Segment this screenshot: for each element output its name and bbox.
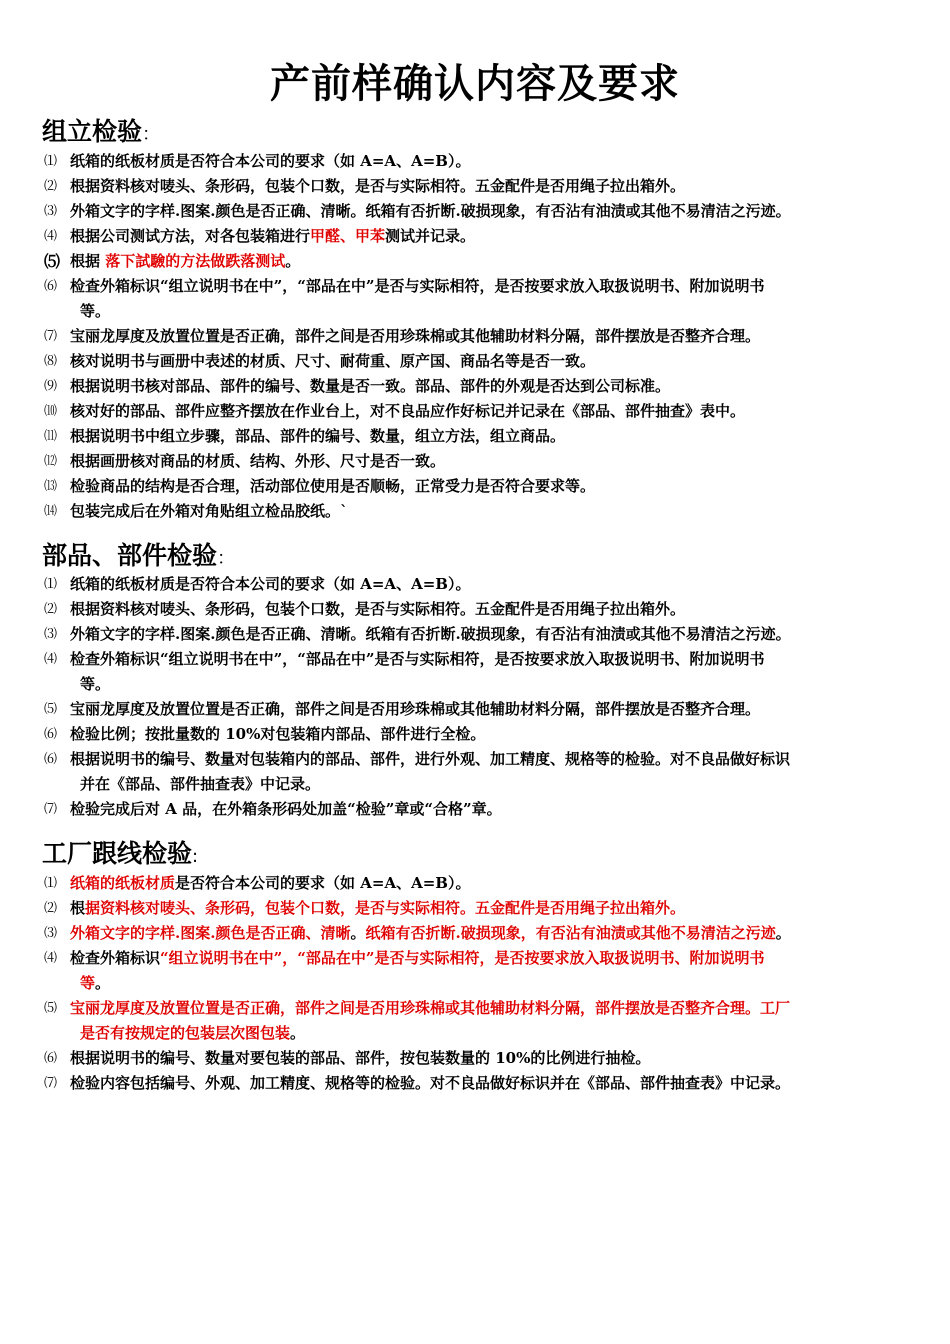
item-text: [70, 177, 685, 195]
text-segment: 检查外箱标识: [70, 949, 161, 967]
section-heading-assembly-inspection: [42, 112, 160, 148]
checklist-item: [44, 921, 924, 946]
text-segment: 检验比例；按批量数的 10%对包装箱内部品、部件进行全检。: [70, 725, 486, 743]
text-segment: 外箱文字的字样.图案.颜色是否正确、清晰。纸箱有否折断.破损现象，有否沾有油渍或其他不易清洁之污迹。: [70, 202, 791, 220]
item-text: [70, 427, 565, 445]
item-number: ⑹: [44, 727, 58, 742]
item-number: ⑸: [44, 702, 58, 717]
checklist-item: [44, 697, 924, 722]
item-text: [70, 999, 790, 1017]
highlighted-text: 宝丽龙厚度及放置位置是否正确，部件之间是否用珍珠棉或其他辅助材料分隔，部件摆放是否整齐合理。工厂: [70, 999, 791, 1017]
item-text: [70, 1049, 650, 1067]
text-segment: 并在《部品、部件抽查表》中记录。: [80, 775, 321, 793]
checklist-factory-line-inspection: [44, 871, 924, 1096]
text-segment: 。: [285, 252, 301, 270]
text-segment: 检查外箱标识“组立说明书在中”，“部品在中”是否与实际相符，是否按要求放入取扱说明书、附加说明书: [70, 650, 765, 668]
item-number: ⑸: [44, 1001, 58, 1016]
item-text: [70, 874, 470, 892]
item-number: ⑸: [44, 252, 61, 271]
checklist-item: [44, 747, 924, 797]
item-number: ⑶: [44, 926, 58, 941]
section-heading-text: 部品、部件检验: [42, 541, 218, 570]
highlighted-text: 落下試驗的方法做跌落测试: [105, 252, 286, 270]
checklist-item: [44, 324, 924, 349]
text-segment: 根据说明书中组立步骤，部品、部件的编号、数量，组立方法，组立商品。: [70, 427, 566, 445]
item-number: ⑷: [44, 951, 58, 966]
item-text: [70, 625, 791, 643]
checklist-item: [44, 996, 924, 1046]
checklist-item: [44, 474, 924, 499]
item-continuation: [70, 299, 924, 324]
section-heading-text: 工厂跟线检验: [42, 839, 193, 868]
text-segment: 。: [775, 924, 791, 942]
text-segment: 根据说明书的编号、数量对包装箱内的部品、部件，进行外观、加工精度、规格等的检验。对不良品做好标识: [70, 750, 791, 768]
highlighted-text: 等: [80, 974, 96, 992]
text-segment: 。: [350, 924, 366, 942]
item-text: [70, 700, 760, 718]
checklist-item: [44, 722, 924, 747]
item-number: ⑹: [44, 279, 58, 294]
text-segment: 。: [95, 974, 111, 992]
item-text: [70, 502, 348, 520]
item-number: ⑻: [44, 354, 58, 369]
item-number: ⑷: [44, 652, 58, 667]
item-text: [70, 575, 470, 593]
item-number: ⑶: [44, 204, 58, 219]
item-text: [70, 725, 485, 743]
item-text: [70, 600, 685, 618]
checklist-item: [44, 449, 924, 474]
page-title: 产前样确认内容及要求: [270, 61, 680, 107]
highlighted-text: 纸箱有否折断.破损现象，有否沾有油渍或其他不易清洁之污迹: [365, 924, 776, 942]
item-text: [70, 1074, 790, 1092]
text-segment: 等。: [80, 302, 111, 320]
text-segment: 根据资料核对唛头、条形码，包装个口数，是否与实际相符。五金配件是否用绳子拉出箱外。: [70, 177, 686, 195]
text-segment: 测试并记录。: [385, 227, 476, 245]
checklist-item: [44, 797, 924, 822]
text-segment: 包装完成后在外箱对角贴组立检品胶纸。`: [70, 502, 348, 520]
text-segment: 宝丽龙厚度及放置位置是否正确，部件之间是否用珍珠棉或其他辅助材料分隔，部件摆放是否整齐合理。: [70, 327, 761, 345]
checklist-item: [44, 174, 924, 199]
highlighted-text: 纸箱的纸板材质: [70, 874, 176, 892]
text-segment: 根据: [70, 252, 106, 270]
checklist-item: [44, 199, 924, 224]
checklist-item: [44, 224, 924, 249]
item-text: [70, 452, 445, 470]
item-text: [70, 750, 790, 768]
checklist-item: [44, 946, 924, 996]
item-text: [70, 327, 760, 345]
section-heading-colon: ：: [217, 548, 236, 569]
text-segment: 外箱文字的字样.图案.颜色是否正确、清晰。纸箱有否折断.破损现象，有否沾有油渍或其他不易清洁之污迹。: [70, 625, 791, 643]
item-continuation: [70, 1021, 924, 1046]
item-text: [70, 800, 502, 818]
item-number: ⒁: [44, 504, 58, 519]
item-number: ⑵: [44, 179, 58, 194]
item-text: [70, 650, 765, 668]
item-text: [70, 924, 791, 942]
text-segment: 是否符合本公司的要求（如 A=A、A=B）。: [175, 874, 471, 892]
checklist-item: [44, 1071, 924, 1096]
text-segment: 。: [290, 1024, 306, 1042]
section-heading-colon: :: [192, 846, 199, 867]
item-number: ⑼: [44, 379, 58, 394]
text-segment: 检验内容包括编号、外观、加工精度、规格等的检验。对不良品做好标识并在《部品、部件抽查表》中记录。: [70, 1074, 791, 1092]
item-continuation: [70, 772, 924, 797]
checklist-item: [44, 349, 924, 374]
item-text: [70, 352, 595, 370]
item-number: ⑺: [44, 802, 58, 817]
text-segment: 根据说明书核对部品、部件的编号、数量是否一致。部品、部件的外观是否达到公司标准。: [70, 377, 671, 395]
section-heading-factory-line-inspection: [42, 834, 198, 870]
checklist-item: [44, 647, 924, 697]
item-number: ⑴: [44, 577, 58, 592]
text-segment: 检查外箱标识“组立说明书在中”，“部品在中”是否与实际相符，是否按要求放入取扱说明书、附加说明书: [70, 277, 765, 295]
section-heading-colon: ：: [142, 124, 161, 145]
checklist-item: [44, 1046, 924, 1071]
text-segment: 根据说明书的编号、数量对要包装的部品、部件，按包装数量的 10%的比例进行抽检。: [70, 1049, 651, 1067]
text-segment: 根据资料核对唛头、条形码，包装个口数，是否与实际相符。五金配件是否用绳子拉出箱外。: [70, 600, 686, 618]
checklist-item: [44, 424, 924, 449]
item-text: [70, 377, 670, 395]
checklist-item: [44, 499, 924, 524]
text-segment: 宝丽龙厚度及放置位置是否正确，部件之间是否用珍珠棉或其他辅助材料分隔，部件摆放是否整齐合理。: [70, 700, 761, 718]
item-text: [70, 227, 475, 245]
checklist-item: [44, 597, 924, 622]
checklist-item: [44, 249, 924, 274]
item-number: ⑶: [44, 627, 58, 642]
item-number: ⑿: [44, 454, 58, 469]
item-number: ⑴: [44, 154, 58, 169]
checklist-item: [44, 871, 924, 896]
text-segment: 根据公司测试方法，对各包装箱进行: [70, 227, 311, 245]
text-segment: 核对说明书与画册中表述的材质、尺寸、耐荷重、原产国、商品名等是否一致。: [70, 352, 596, 370]
item-number: ⑺: [44, 1076, 58, 1091]
checklist-item: [44, 149, 924, 174]
item-number: ⑵: [44, 602, 58, 617]
text-segment: 检验完成后对 A 品，在外箱条形码处加盖“检验”章或“合格”章。: [70, 800, 502, 818]
item-number: ⒀: [44, 479, 58, 494]
text-segment: 根据画册核对商品的材质、结构、外形、尺寸是否一致。: [70, 452, 446, 470]
checklist-item: [44, 572, 924, 597]
highlighted-text: 是否有按规定的包装层次图包装: [80, 1024, 291, 1042]
item-number: ⑵: [44, 901, 58, 916]
checklist-item: [44, 399, 924, 424]
item-number: ⑷: [44, 229, 58, 244]
checklist-item: [44, 274, 924, 324]
section-heading-parts-inspection: [42, 536, 235, 572]
checklist-item: [44, 374, 924, 399]
checklist-item: [44, 622, 924, 647]
item-continuation: [70, 971, 924, 996]
item-number: ⑹: [44, 752, 58, 767]
item-text: [70, 477, 595, 495]
section-heading-text: 组立检验: [42, 117, 143, 146]
text-segment: 核对好的部品、部件应整齐摆放在作业台上，对不良品应作好标记并记录在《部品、部件抽查》表中。: [70, 402, 746, 420]
item-text: [70, 277, 765, 295]
item-number: ⑴: [44, 876, 58, 891]
item-text: [70, 949, 765, 967]
text-segment: 根: [70, 899, 86, 917]
item-continuation: [70, 672, 924, 697]
text-segment: 等。: [80, 675, 111, 693]
highlighted-text: 外箱文字的字样.图案.颜色是否正确、清晰: [70, 924, 351, 942]
item-number: ⑽: [44, 404, 58, 419]
item-text: [70, 899, 685, 917]
highlighted-text: 甲醛、甲苯: [310, 227, 386, 245]
text-segment: 纸箱的纸板材质是否符合本公司的要求（如 A=A、A=B）。: [70, 152, 471, 170]
item-text: [70, 402, 745, 420]
text-segment: 纸箱的纸板材质是否符合本公司的要求（如 A=A、A=B）。: [70, 575, 471, 593]
item-text: [70, 252, 300, 270]
checklist-assembly-inspection: [44, 149, 924, 524]
item-text: [70, 152, 470, 170]
highlighted-text: 据资料核对唛头、条形码，包装个口数，是否与实际相符。五金配件是否用绳子拉出箱外。: [85, 899, 686, 917]
item-text: [70, 202, 791, 220]
checklist-item: [44, 896, 924, 921]
item-number: ⑾: [44, 429, 58, 444]
item-number: ⑺: [44, 329, 58, 344]
checklist-parts-inspection: [44, 572, 924, 822]
text-segment: 检验商品的结构是否合理，活动部位使用是否顺畅，正常受力是否符合要求等。: [70, 477, 596, 495]
item-number: ⑹: [44, 1051, 58, 1066]
highlighted-text: “组立说明书在中”，“部品在中”是否与实际相符，是否按要求放入取扱说明书、附加说明书: [160, 949, 765, 967]
